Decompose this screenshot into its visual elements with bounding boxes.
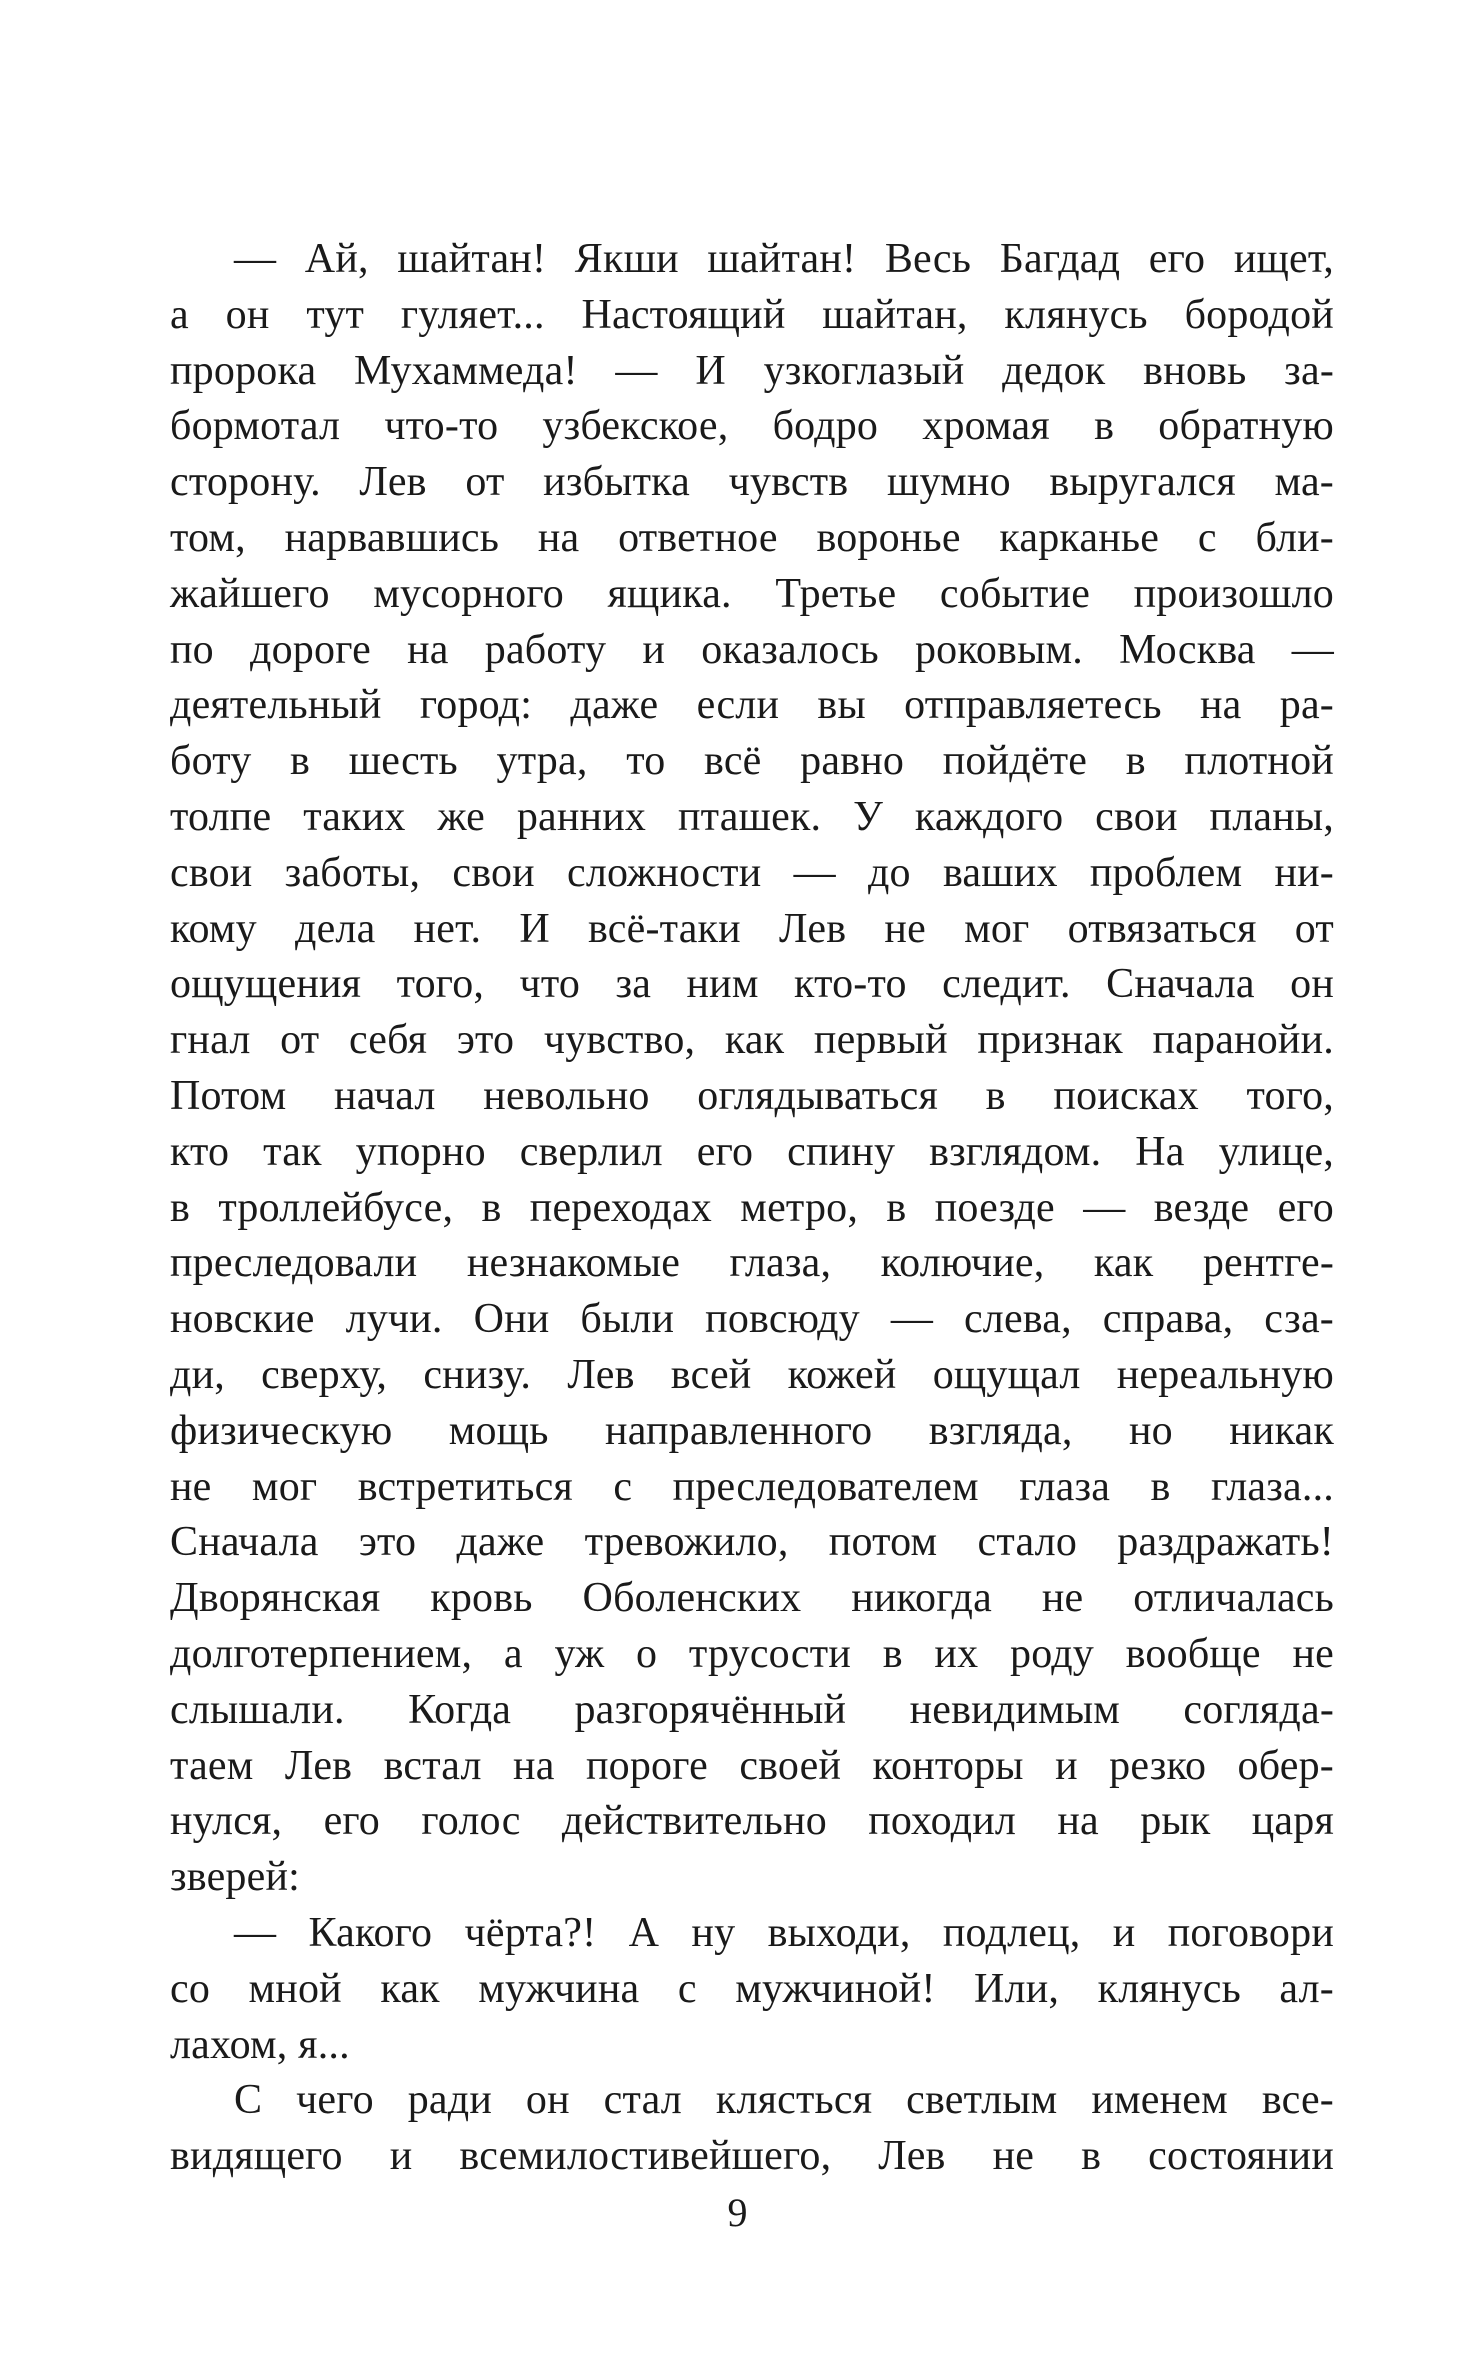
text-line-34: С чего ради он стал клясться светлым именем все-: [234, 2077, 1334, 2124]
text-line-9: деятельный город: даже если вы отправляетесь на ра-: [170, 682, 1334, 729]
text-line-14: ощущения того, что за ним кто-то следит. Сначала он: [170, 961, 1334, 1008]
text-line-26: долготерпением, а уж о трусости в их роду вообще не: [170, 1630, 1334, 1677]
text-line-1: — Ай, шайтан! Якши шайтан! Весь Багдад его ищет,: [234, 236, 1334, 282]
text-line-3: пророка Мухаммеда! — И узкоглазый дедок вновь за-: [170, 347, 1334, 394]
text-line-35: видящего и всемилостивейшего, Лев не в состоянии: [170, 2133, 1334, 2180]
text-line-17: кто так упорно сверлил его спину взглядом. На улице,: [170, 1128, 1334, 1175]
text-line-29: нулся, его голос действительно походил на рык царя: [170, 1798, 1334, 1845]
text-line-15: гнал от себя это чувство, как первый признак паранойи.: [170, 1017, 1334, 1064]
text-line-10: боту в шесть утра, то всё равно пойдёте в плотной: [170, 738, 1334, 785]
text-line-7: жайшего мусорного ящика. Третье событие произошло: [170, 570, 1334, 617]
text-line-23: не мог встретиться с преследователем глаза в глаза...: [170, 1463, 1334, 1510]
text-line-18: в троллейбусе, в переходах метро, в поезде — везде его: [170, 1184, 1334, 1231]
text-line-25: Дворянская кровь Оболенских никогда не отличалась: [170, 1575, 1334, 1622]
text-line-5: сторону. Лев от избытка чувств шумно выругался ма-: [170, 459, 1334, 506]
text-line-27: слышали. Когда разгорячённый невидимым соглядa-: [170, 1686, 1334, 1733]
body-text: [170, 232, 1334, 2185]
text-line-20: новские лучи. Они были повсюду — слева, справа, сза-: [170, 1296, 1334, 1343]
text-line-28: таем Лев встал на пороге своей конторы и резко обер-: [170, 1742, 1334, 1789]
text-line-32: со мной как мужчина с мужчиной! Или, клянусь ал-: [170, 1965, 1334, 2012]
text-line-16: Потом начал невольно оглядываться в поисках того,: [170, 1072, 1334, 1119]
text-line-21: ди, сверху, снизу. Лев всей кожей ощущал нереальную: [170, 1351, 1334, 1398]
text-line-30: зверей:: [170, 1854, 301, 1901]
text-line-4: бормотал что-то узбекское, бодро хромая в обратную: [170, 403, 1334, 450]
text-line-24: Сначала это даже тревожило, потом стало раздражать!: [170, 1519, 1334, 1566]
text-line-12: свои заботы, свои сложности — до ваших проблем ни-: [170, 849, 1334, 896]
text-line-2: а он тут гуляет... Настоящий шайтан, клянусь бородой: [170, 291, 1334, 338]
page-number: 9: [727, 2190, 748, 2235]
text-line-8: по дороге на работу и оказалось роковым. Москва —: [170, 626, 1334, 673]
text-line-13: кому дела нет. И всё-таки Лев не мог отвязаться от: [170, 905, 1334, 952]
text-line-31: — Какого чёрта?! А ну выходи, подлец, и поговори: [234, 1909, 1334, 1956]
text-line-33: лахом, я...: [170, 2021, 350, 2068]
text-line-11: толпе таких же ранних пташек. У каждого свои планы,: [170, 793, 1334, 840]
text-line-6: том, нарвавшись на ответное воронье карканье с бли-: [170, 514, 1334, 561]
text-line-19: преследовали незнакомые глаза, колючие, как рентге-: [170, 1240, 1334, 1287]
text-line-22: физическую мощь направленного взгляда, но никак: [170, 1407, 1334, 1454]
